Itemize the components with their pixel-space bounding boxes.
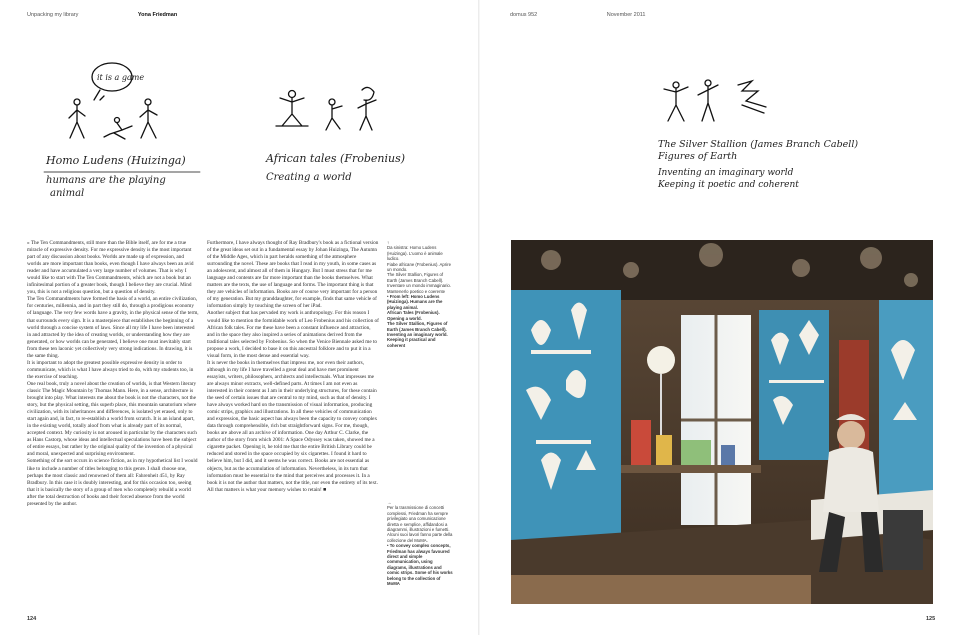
african-tales-drawing (262, 82, 406, 192)
caption-photo (387, 500, 453, 587)
sketch-title: African tales (Frobenius) (266, 152, 406, 165)
caption-line: Da sinistra: Homo Ludens (Huizinga). L'uomo è animale ludico. (387, 245, 443, 262)
magazine-issue: domus 952 (510, 12, 538, 18)
page-number: 124 (27, 616, 37, 622)
caption-line: • To convey complex concepts, Friedman has always favoured direct and simple communication, using diagrams, illustrations and comic strips. Some of his works belong to the collection of MoMA (387, 543, 453, 587)
sketch-caption: animal (50, 188, 85, 199)
caption-line: Fiabe africane (Frobenius). Aprire un mondo. (387, 261, 452, 273)
running-head (27, 12, 177, 18)
body-column-2 (207, 240, 379, 612)
caption-arrow: ↑ (387, 240, 390, 245)
paragraph: » The Ten Commandments, still more than the Bible itself, are for me a true miracle of expressive density. For me expressive density is the most important part of any discussion about books. Worlds are made up of expression, and worlds are more important than books, even though I have always been an avid reader and have accumulated a very large number of volumes. That is why I would like to start with The Ten Commandments, which are not a book but an infinitesimal portion of a greater book, though I believe they are crucial. Mind you, this is not a religious question, but a question of density. (27, 240, 194, 296)
paragraph: Something of the sort occurs in science fiction, as in my hypothetical list I would like to include a number of titles belonging to this genre. I shall choose one, perhaps the most classic and renowned of them all: Fahrenheit 451, by Ray Bradbury. In this case it is doubly interesting, and for this occasion too, seeing that it is basically the story of a group of men who completely rebuild a world after the total destruction of books and their forced absence from the world presented by the author. (27, 458, 198, 507)
sketch-homo-ludens (40, 60, 230, 205)
paragraph: Another subject that has pervaded my work is anthropology. For this reason I would like to mention the formidable work of Leo Frobenius and his collection of African folk tales. For me these have been a constant influence and attraction, and in the space they also inspired a series of animations derived from the traditional tales selected by Frobenius. So when the Venice Biennale asked me to propose a work, I decided to base it on this ancestral folklore and to put it in a visual form, in the most dense and essential way. (207, 310, 379, 359)
caption-line: The Silver Stallion, Figures of Earth (James Branch Cabell). Inventare un mondo immaginario. Mantenerlo poetico e coerente (387, 272, 452, 294)
studio-photo (511, 240, 933, 604)
caption-line: • From left: Homo Ludens (Huizinga). Humans are the playing animal. (387, 294, 443, 310)
speech-bubble-text: it is a game (97, 73, 145, 82)
caption-line: African Tales (Frobenius). Opening a world. (387, 310, 440, 321)
paragraph: Furthermore, I have always thought of Ray Bradbury's book as a fictional version of the great ideas set out in a fundamental essay by Johan Huizinga, The Autumn of the Middle Ages, which in part heralds something of the atmosphere surrounding the novel. These are books that I read in my youth, in some cases as an adolescent, and almost all of them in Hungary. But I must stress that for me language and contents are far more important than the books themselves. What matters are the texts, the use of language and forms. The important thing is that they are vehicles of information. Books are of course very important for a person of my generation. But my granddaughter, for example, finds that same vehicle of information simply by touching the screen of her iPad. (207, 240, 379, 310)
sketch-caption: humans are the playing (46, 175, 166, 186)
silver-stallion-drawing (656, 75, 859, 195)
issue-date: November 2011 (606, 12, 646, 18)
caption-line: The Silver Stallion, Figures of Earth (James Branch Cabell). Inventing an imaginary world. Keeping it practical and coherent (387, 321, 448, 348)
paragraph: One real book, truly a novel about the creation of worlds, is that Western literary classic The Magic Mountain by Thomas Mann. Here, in a sense, architecture is brought into play. What interests me about the book is not the characters, not the story, but the physical setting, this superb place, this mountain sanatorium where civilization, with its inheritances and differences, is isolated yet erased, only to start again and, in fact, to re-establish a world from scratch. It is an island apart, in the existing world, totally aloof from what is already part of its normal, accepted context. My curiosity is not aroused in particular by the characters such as Hans Castorp, whose ideas and intellectual speculations have been the subject of entire essays, but rather by the original quality of the invention of a physical and moral, unexpected and surprising environment. (27, 380, 197, 458)
running-head (510, 12, 645, 18)
homo-ludens-drawing (40, 60, 230, 200)
page-number: 125 (926, 616, 936, 622)
sketch-title: Homo Ludens (Huizinga) (46, 154, 186, 167)
paragraph: The Ten Commandments have formed the basis of a world, an entire civilization, for centuries, millennia, and in part they still do, through a prodigious economy of language. The very few words have a gravity, in the physical sense of the term, that surrounds every sign. It is a masterpiece that establishes the beginning of a world through a concise system of laws. Since all my life I have been interested in and attracted by the idea of creating worlds, or understanding how they are generated, or how worlds can be generated, I believe one must inevitably start from these ten laconic yet collectively very strong indications. In drawing, it is the same thing. (27, 296, 199, 359)
body-column-1 (27, 240, 199, 612)
sketch-title: Figures of Earth (658, 151, 738, 162)
caption-line: Per la trasmissione di concetti complessi, Friedman ha sempre privilegiato una comunicazione diretta e semplice, affidandosi a diagrammi, illustrazioni e fumetti. Alcuni suoi lavori fanno parte della collezione del MoMA. (387, 505, 453, 543)
sketch-caption: Creating a world (266, 172, 352, 183)
paragraph: It is never the books in themselves that impress me, nor even their authors, although in my life I have travelled a great deal and have met prominent essayists, writers, philosophers, architects and intellectuals. What impresses me are always minor extracts, well-defined parts. At times I am not even as interested in their content as I am in their underlying structures, for these contain the seed of certain issues that are central to my mind, such as that of density. I have always worked hard on the transmission of visual information, producing comic strips, graphics and illustrations. In all these vehicles of communication and expression, the basic aspect has always been the capacity to convey complex data through comprehensible, rich but straightforward signs. For me, though, books are above all an archive of information. One day Arthur C. Clarke, the author of the story from which 2001: A Space Odyssey was taken, showed me a cigarette packet. Opening it, he told me that the entire British Library could be reduced and stored in the space occupied by six cigarettes. I found it hard to believe him, but I did, and it seems he was correct. Books are not essential as objects, but as the accumulation of information. Nevertheless, in its turn that information must be essential to the mind that perceives and processes it. In a book it is not the author that matters, not the title, nor even the entirety of its text. All that matters is what your memory wishes to retain! ■ (207, 359, 378, 493)
section-title: Unpacking my library (27, 12, 79, 18)
paragraph: It is important to adopt the greatest possible expressive density in order to communicate, which is what I have always tried to do, with my students too, in the exercise of teaching. (27, 359, 194, 380)
studio-photo-illustration (511, 240, 933, 604)
sketch-caption: Inventing an imaginary world (658, 168, 794, 178)
sketch-silver-stallion (656, 75, 859, 200)
sketch-caption: Keeping it poetic and coherent (658, 180, 799, 190)
caption-sketches (387, 240, 453, 348)
sketch-title: The Silver Stallion (James Branch Cabell) (658, 139, 859, 150)
caption-arrow: → (387, 500, 392, 505)
author-name: Yona Friedman (137, 12, 178, 18)
sketch-african-tales (262, 82, 406, 197)
